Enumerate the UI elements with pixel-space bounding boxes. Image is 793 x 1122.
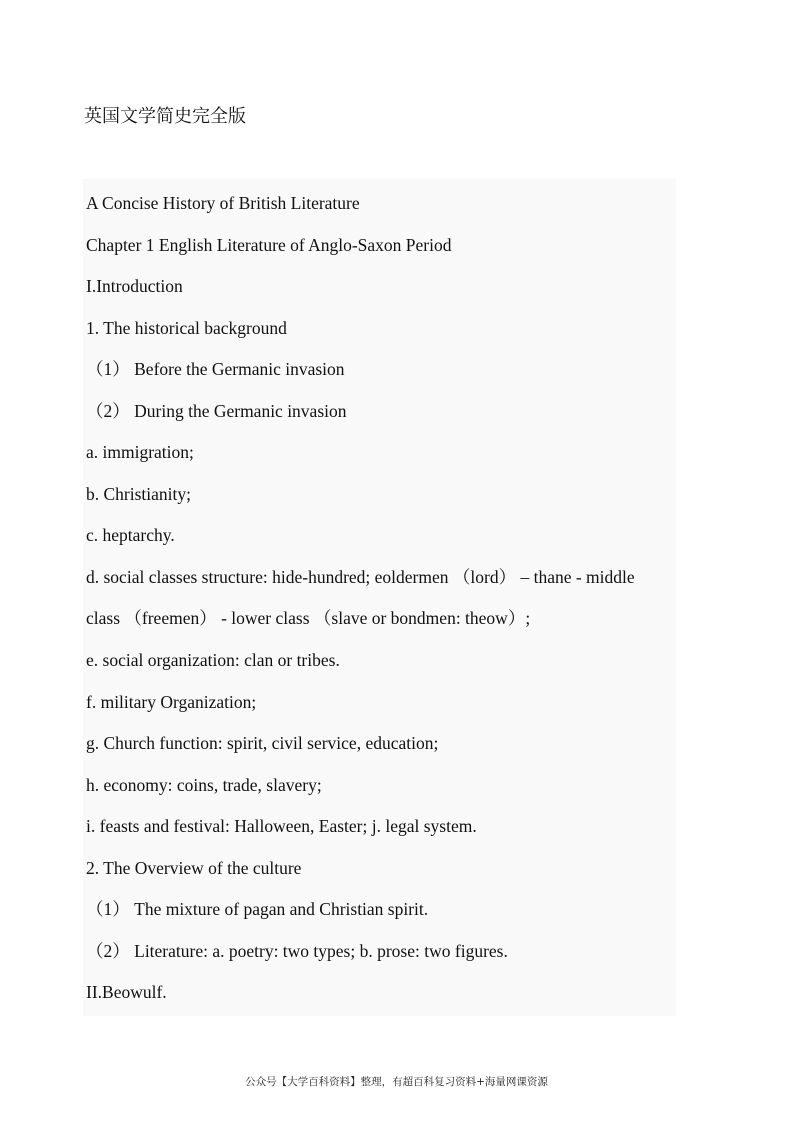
document-title: 英国文学简史完全版 xyxy=(84,106,246,126)
content-text xyxy=(86,183,678,1014)
text-line: h. economy: coins, trade, slavery; xyxy=(86,774,322,795)
text-line: i. feasts and festival: Halloween, Easter; j. legal system. xyxy=(86,816,477,837)
text-line: （1） Before the Germanic invasion xyxy=(86,359,345,380)
text-line: （1） The mixture of pagan and Christian spirit. xyxy=(86,899,429,920)
text-line: A Concise History of British Literature xyxy=(86,193,360,213)
text-line: a. immigration; xyxy=(86,442,194,463)
text-line: class （freemen） - lower class （slave or bondmen: theow）; xyxy=(86,608,531,629)
text-line: g. Church function: spirit, civil service, education; xyxy=(86,733,439,754)
text-line: II.Beowulf. xyxy=(86,982,167,1003)
text-line: b. Christianity; xyxy=(86,483,191,504)
text-line: e. social organization: clan or tribes. xyxy=(86,650,340,671)
text-line: （2） Literature: a. poetry: two types; b. prose: two figures. xyxy=(86,940,508,961)
page-footer: 公众号【大学百科资料】整理，有超百科复习资料+海量网课资源 xyxy=(245,1076,548,1088)
text-line: （2） During the Germanic invasion xyxy=(86,400,347,421)
text-line: 2. The Overview of the culture xyxy=(86,857,302,878)
text-line: Chapter 1 English Literature of Anglo-Saxon Period xyxy=(86,234,452,255)
text-line: I.Introduction xyxy=(86,276,183,297)
text-line: 1. The historical background xyxy=(86,317,287,338)
text-line: f. military Organization; xyxy=(86,691,257,712)
text-line: c. heptarchy. xyxy=(86,525,175,546)
text-line: d. social classes structure: hide-hundred; eoldermen （lord） – thane - middle xyxy=(86,566,635,587)
